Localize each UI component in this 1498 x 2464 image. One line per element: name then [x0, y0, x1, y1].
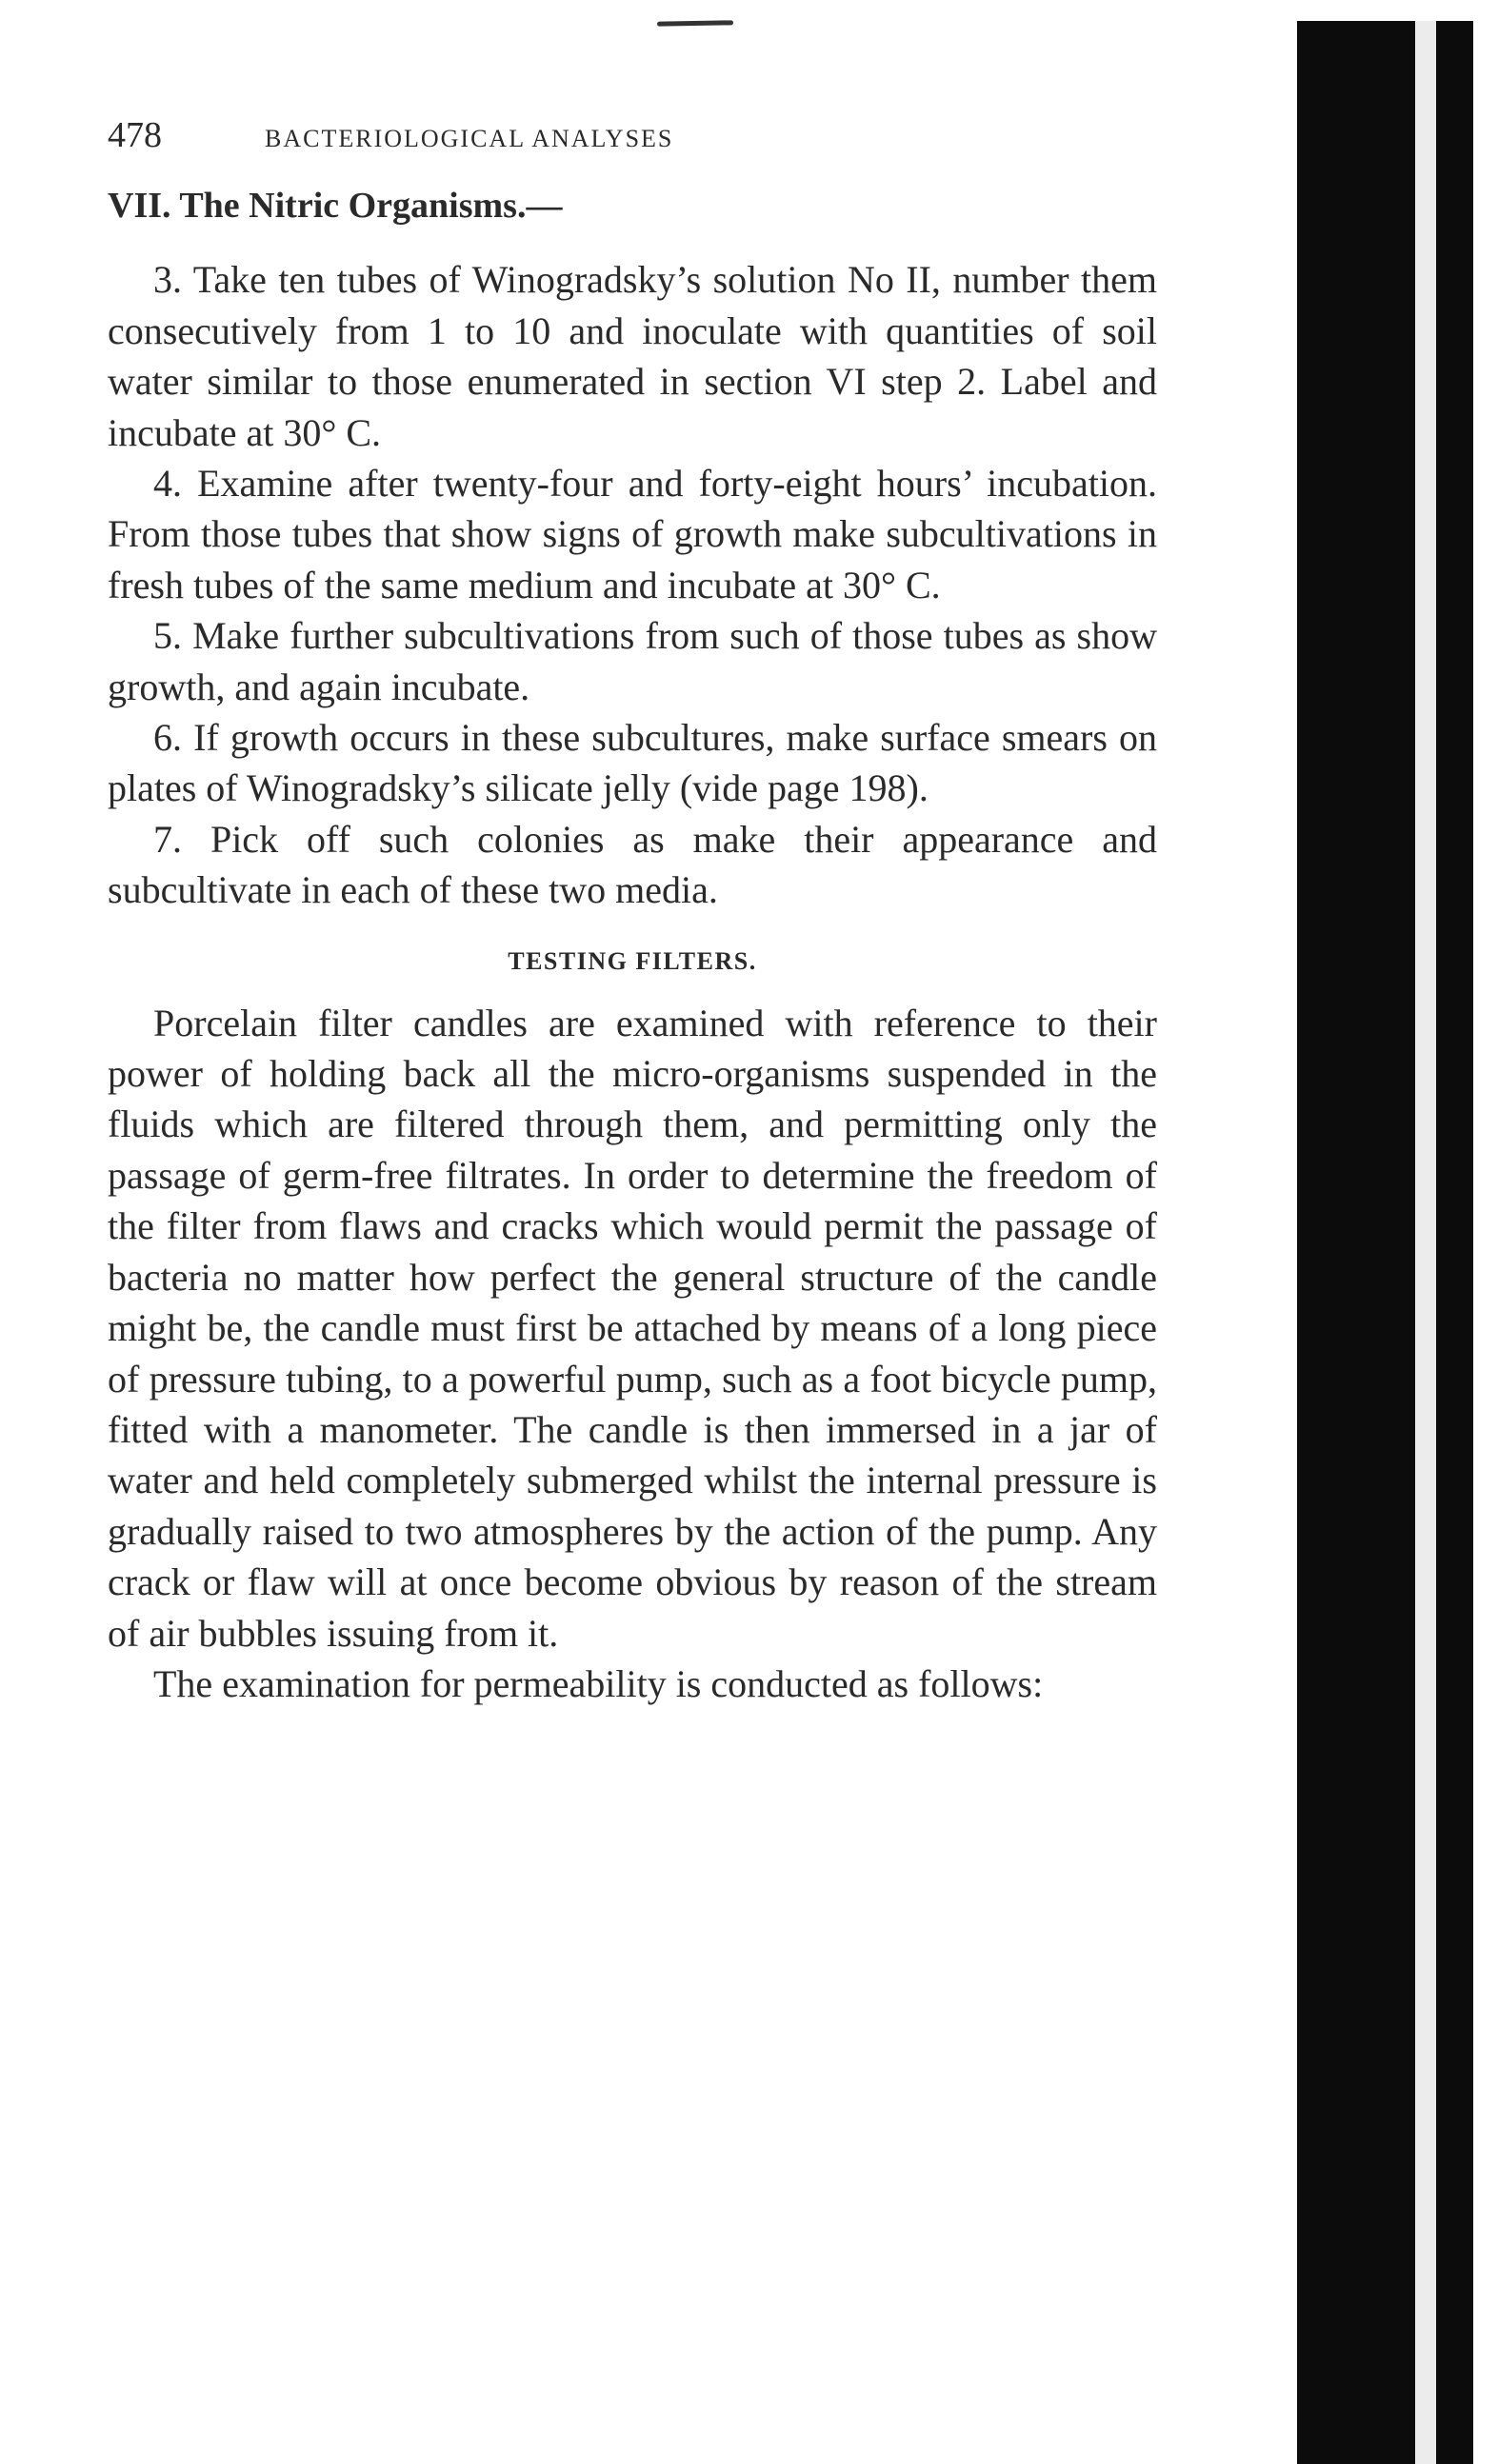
running-head: BACTERIOLOGICAL ANALYSES [265, 125, 674, 152]
step-5: 5. Make further subcultivations from such of those tubes as show growth, and again incubate. [108, 614, 1157, 708]
step-3: 3. Take ten tubes of Winogradsky’s solution No II, number them consecutively from 1 to 10 and inoculate with quantities of soil water similar to those enumerated in section VI step 2. Label and incubate at 30° C. [108, 258, 1157, 454]
testing-paragraph-2: The examination for permeability is conducted as follows: [153, 1661, 1044, 1705]
step-4: 4. Examine after twenty-four and forty-eight hours’ incubation. From those tubes that show signs of growth make subcultivations in fresh tubes of the same medium and incubate at 30° C. [108, 462, 1157, 606]
book-page [108, 114, 1157, 1709]
section-title: VII. The Nitric Organisms.— [108, 186, 563, 226]
testing-filters-heading: TESTING FILTERS. [508, 946, 757, 975]
step-6: 6. If growth occurs in these subcultures, make surface smears on plates of Winogradsky’s silicate jelly (vide page 198). [108, 716, 1157, 810]
testing-paragraph-1: Porcelain filter candles are examined with reference to their power of holding back all the micro-organisms suspended in the fluids which are filtered through them, and permitting only the passage of germ-free filtrates. In order to determine the freedom of the filter from flaws and cracks which would permit the passage of bacteria no matter how perfect the general structure of the candle might be, the candle must first be attached by means of a long piece of pressure tubing, to a powerful pump, such as a foot bicycle pump, fitted with a manometer. The candle is then immersed in a jar of water and held completely submerged whilst the internal pressure is gradually raised to two atmospheres by the action of the pump. Any crack or flaw will at once become obvious by reason of the stream of air bubbles issuing from it. [108, 1001, 1157, 1655]
scan-edge-gap [1409, 21, 1440, 2464]
scan-edge-shadow [1297, 21, 1473, 2464]
step-7: 7. Pick off such colonies as make their appearance and subcultivate in each of these two media. [108, 817, 1157, 912]
page-number: 478 [108, 115, 162, 155]
top-ink-mark [657, 20, 733, 26]
page-header [108, 114, 1157, 171]
